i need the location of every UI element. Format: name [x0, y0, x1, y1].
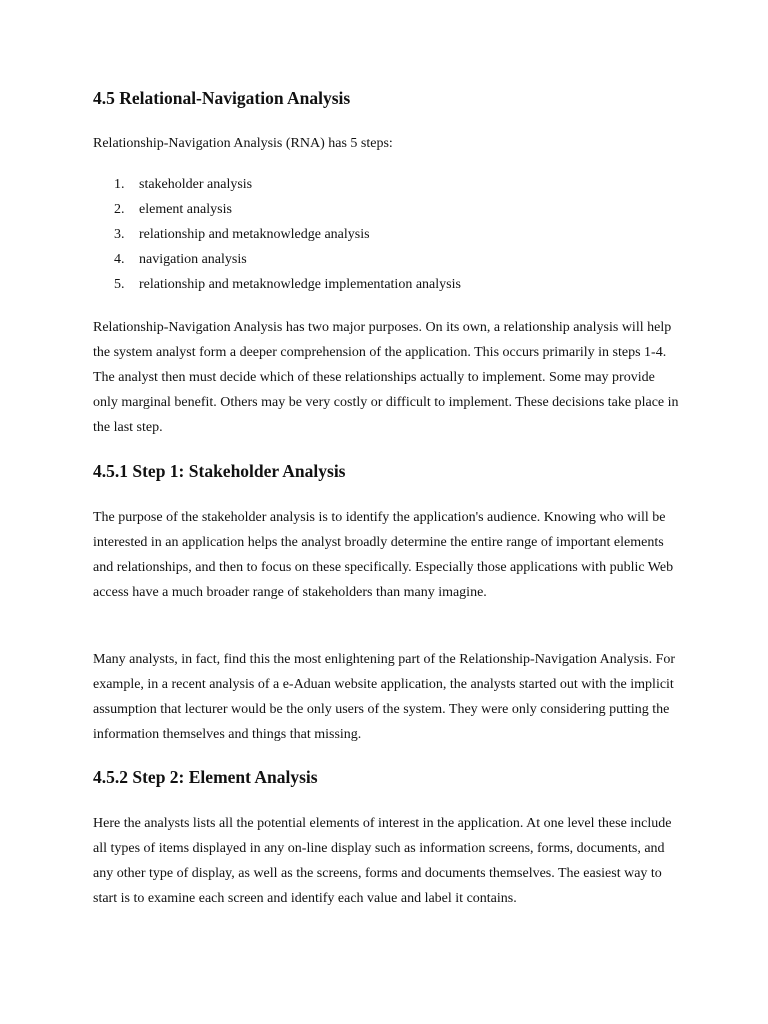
list-item-text: stakeholder analysis [139, 177, 253, 192]
list-item [93, 272, 461, 297]
list-item [93, 247, 461, 272]
list-item [93, 172, 461, 197]
section-heading: 4.5 Relational-Navigation Analysis [93, 88, 351, 108]
steps-list [93, 172, 461, 297]
list-item-text: navigation analysis [139, 252, 247, 267]
stakeholder-paragraph-1: The purpose of the stakeholder analysis is to identify the application's audience. Knowing who will be interested in an application helps the analyst broadly determine the entire range of important elements and relationships, and then to focus on these specifically. Especially those applications with public Web access have a much broader range of stakeholders than many imagine. [93, 510, 674, 600]
element-paragraph-1: Here the analysts lists all the potential elements of interest in the application. At one level these include all types of items displayed in any on-line display such as information screens, forms, documents, and any other type of display, as well as the screens, forms and documents themselves. The easiest way to start is to examine each screen and identify each value and label it contains. [93, 816, 672, 906]
step2-heading: 4.5.2 Step 2: Element Analysis [93, 767, 318, 787]
stakeholder-paragraph-2: Many analysts, in fact, find this the most enlightening part of the Relationship-Navigation Analysis. For example, in a recent analysis of a e-Aduan website application, the analysts started out with the implicit assumption that lecturer would be the only users of the system. They were only considering putting the information themselves and things that missing. [93, 652, 676, 742]
list-item [93, 222, 461, 247]
list-number: 2. [114, 202, 125, 217]
list-item-text: element analysis [139, 202, 232, 217]
section-intro: Relationship-Navigation Analysis (RNA) has 5 steps: [93, 136, 393, 151]
purpose-paragraph: Relationship-Navigation Analysis has two major purposes. On its own, a relationship analysis will help the system analyst form a deeper comprehension of the application. This occurs primarily in steps 1-4. The analyst then must decide which of these relationships actually to implement. Some may provide only marginal benefit. Others may be very costly or difficult to implement. These decisions take place in the last step. [93, 320, 679, 435]
list-item [93, 197, 461, 222]
list-number: 1. [114, 177, 125, 192]
step1-heading: 4.5.1 Step 1: Stakeholder Analysis [93, 461, 346, 481]
list-item-text: relationship and metaknowledge analysis [139, 227, 370, 242]
list-item-text: relationship and metaknowledge implementation analysis [139, 277, 461, 292]
list-number: 3. [114, 227, 125, 242]
list-number: 5. [114, 277, 125, 292]
list-number: 4. [114, 252, 125, 267]
